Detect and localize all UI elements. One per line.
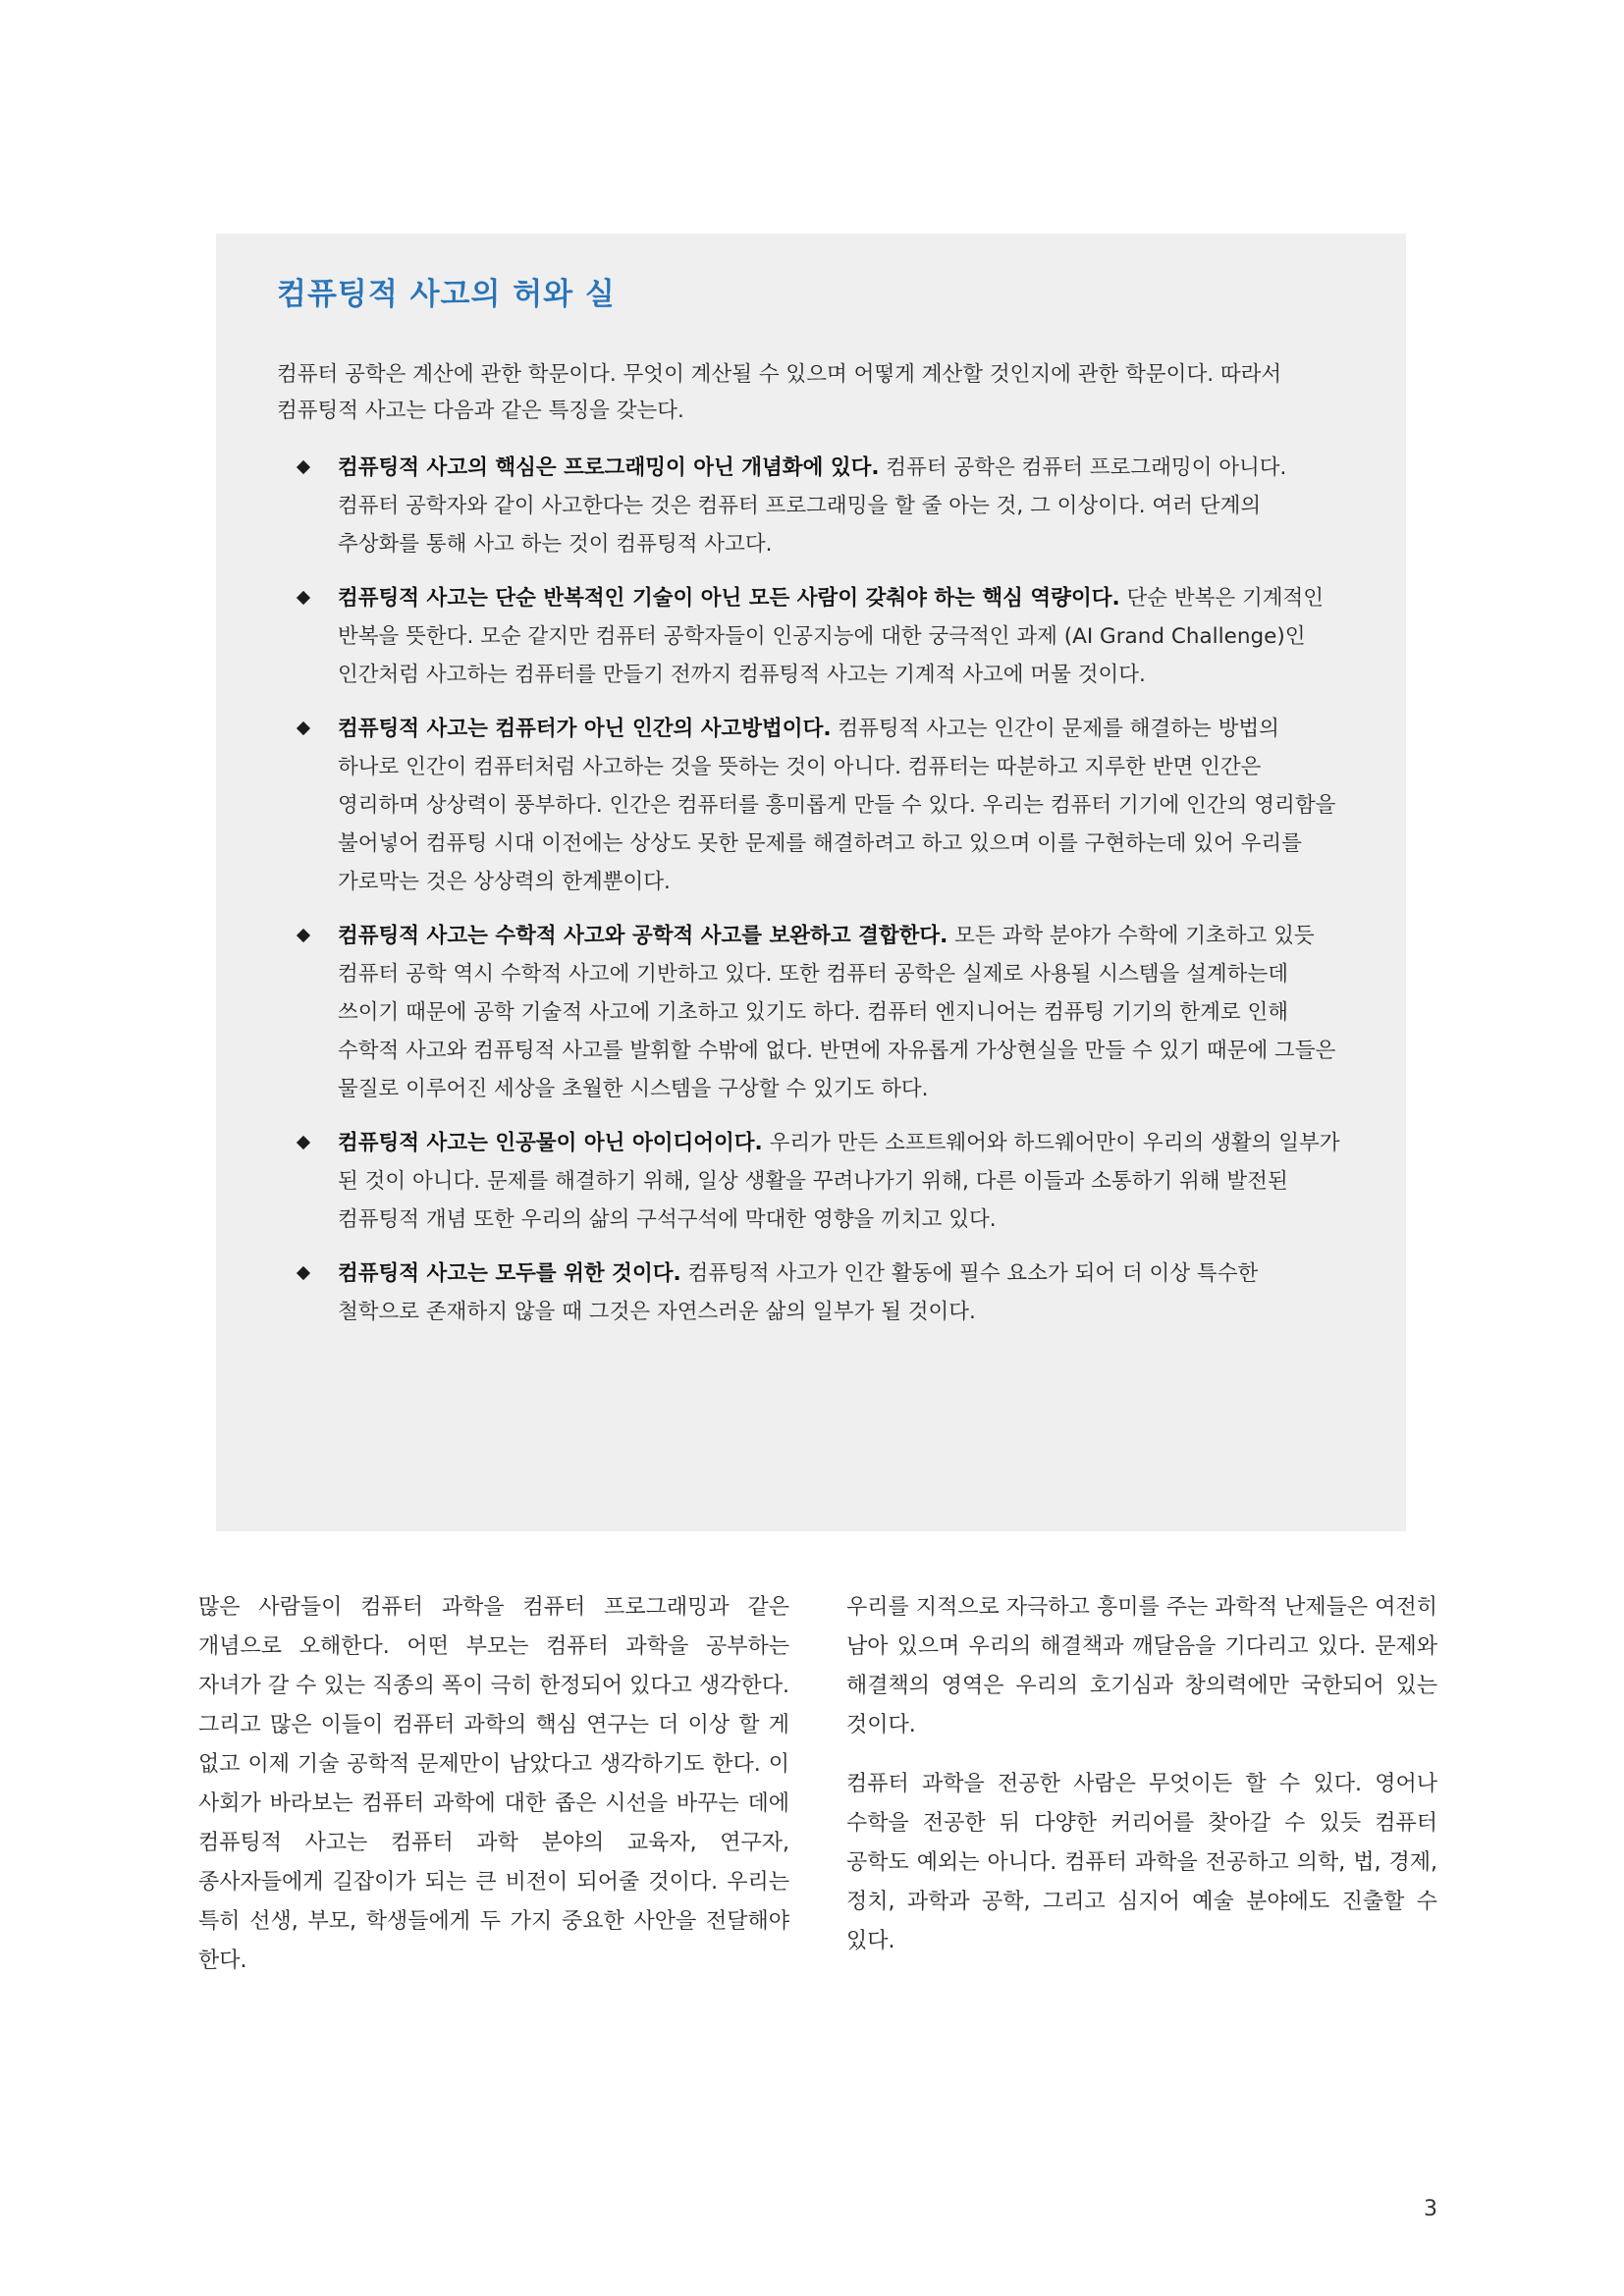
bullet-heading: 컴퓨팅적 사고는 컴퓨터가 아닌 인간의 사고방법이다.	[338, 717, 832, 741]
bullet-heading: 컴퓨팅적 사고는 단순 반복적인 기술이 아닌 모든 사람이 갖춰야 하는 핵심 역량이다.	[338, 586, 1120, 611]
bullet-list	[277, 449, 1343, 1331]
page-number: 3	[1424, 2197, 1437, 2221]
bullet-body: 모든 과학 분야가 수학에 기초하고 있듯 컴퓨터 공학 역시 수학적 사고에 기반하고 있다. 또한 컴퓨터 공학은 실제로 사용될 시스템을 설계하는데 쓰이기 때문에 공학 기술적 사고에 기초하고 있기도 하다. 컴퓨터 엔지니어는 컴퓨팅 기기의 한계로 인해 수학적 사고와 컴퓨팅적 사고를 발휘할 수밖에 없다. 반면에 자유롭게 가상현실을 만들 수 있기 때문에 그들은 물질로 이루어진 세상을 초월한 시스템을 구상할 수 있기도 하다.	[338, 924, 1336, 1101]
bullet-body: 컴퓨팅적 사고가 인간 활동에 필수 요소가 되어 더 이상 특수한 철학으로 존재하지 않을 때 그것은 자연스러운 삶의 일부가 될 것이다.	[338, 1261, 1259, 1324]
diamond-bullet-icon	[297, 1266, 310, 1280]
bullet-body: 단순 반복은 기계적인 반복을 뜻한다. 모순 같지만 컴퓨터 공학자들이 인공지능에 대한 궁극적인 과제 (AI Grand Challenge)인 인간처럼 사고하는 컴퓨터를 만들기 전까지 컴퓨팅적 사고는 기계적 사고에 머물 것이다.	[338, 586, 1325, 687]
right-column	[846, 1588, 1437, 1981]
bullet-body: 컴퓨터 공학은 컴퓨터 프로그래밍이 아니다. 컴퓨터 공학자와 같이 사고한다는 것은 컴퓨터 프로그래밍을 할 줄 아는 것, 그 이상이다. 여러 단계의 추상화를 통해 사고 하는 것이 컴퓨팅적 사고다.	[338, 455, 1287, 557]
diamond-bullet-icon	[297, 591, 310, 605]
bullet-item	[277, 579, 1343, 694]
box-title: 컴퓨팅적 사고의 허와 실	[277, 277, 616, 312]
diamond-bullet-icon	[297, 929, 310, 942]
body-paragraph: 우리를 지적으로 자극하고 흥미를 주는 과학적 난제들은 여전히 남아 있으며 우리의 해결책과 깨달음을 기다리고 있다. 문제와 해결책의 영역은 우리의 호기심과 창의력에만 국한되어 있는 것이다.	[846, 1595, 1437, 1737]
bullet-item	[277, 710, 1343, 901]
bullet-heading: 컴퓨팅적 사고의 핵심은 프로그래밍이 아닌 개념화에 있다.	[338, 455, 880, 480]
bullet-item	[277, 917, 1343, 1108]
bullet-heading: 컴퓨팅적 사고는 인공물이 아닌 아이디어이다.	[338, 1131, 763, 1155]
diamond-bullet-icon	[297, 1136, 310, 1149]
bullet-body: 컴퓨팅적 사고는 인간이 문제를 해결하는 방법의 하나로 인간이 컴퓨터처럼 사고하는 것을 뜻하는 것이 아니다. 컴퓨터는 따분하고 지루한 반면 인간은 영리하며 상상력이 풍부하다. 인간은 컴퓨터를 흥미롭게 만들 수 있다. 우리는 컴퓨터 기기에 인간의 영리함을 불어넣어 컴퓨팅 시대 이전에는 상상도 못한 문제를 해결하려고 하고 있으며 이를 구현하는데 있어 우리를 가로막는 것은 상상력의 한계뿐이다.	[338, 717, 1336, 894]
bullet-item	[277, 1124, 1343, 1239]
bullet-item	[277, 449, 1343, 563]
left-column	[198, 1588, 789, 2001]
bullet-heading: 컴퓨팅적 사고는 수학적 사고와 공학적 사고를 보완하고 결합한다.	[338, 924, 948, 948]
bullet-heading: 컴퓨팅적 사고는 모두를 위한 것이다.	[338, 1261, 681, 1286]
body-paragraph: 많은 사람들이 컴퓨터 과학을 컴퓨터 프로그래밍과 같은 개념으로 오해한다. 어떤 부모는 컴퓨터 과학을 공부하는 자녀가 갈 수 있는 직종의 폭이 극히 한정되어 있다고 생각한다. 그리고 많은 이들이 컴퓨터 과학의 핵심 연구는 더 이상 할 게 없고 이제 기술 공학적 문제만이 남았다고 생각하기도 한다. 이 사회가 바라보는 컴퓨터 과학에 대한 좁은 시선을 바꾸는 데에 컴퓨팅적 사고는 컴퓨터 과학 분야의 교육자, 연구자, 종사자들에게 길잡이가 되는 큰 비전이 되어줄 것이다. 우리는 특히 선생, 부모, 학생들에게 두 가지 중요한 사안을 전달해야 한다.	[198, 1595, 789, 1973]
sidebar-box	[216, 234, 1406, 1531]
diamond-bullet-icon	[297, 721, 310, 735]
box-intro: 컴퓨터 공학은 계산에 관한 학문이다. 무엇이 계산될 수 있으며 어떻게 계산할 것인지에 관한 학문이다. 따라서 컴퓨팅적 사고는 다음과 같은 특징을 갖는다.	[277, 362, 1282, 423]
diamond-bullet-icon	[297, 460, 310, 474]
bullet-item	[277, 1255, 1343, 1331]
body-paragraph: 컴퓨터 과학을 전공한 사람은 무엇이든 할 수 있다. 영어나 수학을 전공한 뒤 다양한 커리어를 찾아갈 수 있듯 컴퓨터 공학도 예외는 아니다. 컴퓨터 과학을 전공하고 의학, 법, 경제, 정치, 과학과 공학, 그리고 심지어 예술 분야에도 진출할 수 있다.	[846, 1772, 1437, 1953]
bullet-body: 우리가 만든 소프트웨어와 하드웨어만이 우리의 생활의 일부가 된 것이 아니다. 문제를 해결하기 위해, 일상 생활을 꾸려나가기 위해, 다른 이들과 소통하기 위해 발전된 컴퓨팅적 개념 또한 우리의 삶의 구석구석에 막대한 영향을 끼치고 있다.	[338, 1131, 1340, 1232]
